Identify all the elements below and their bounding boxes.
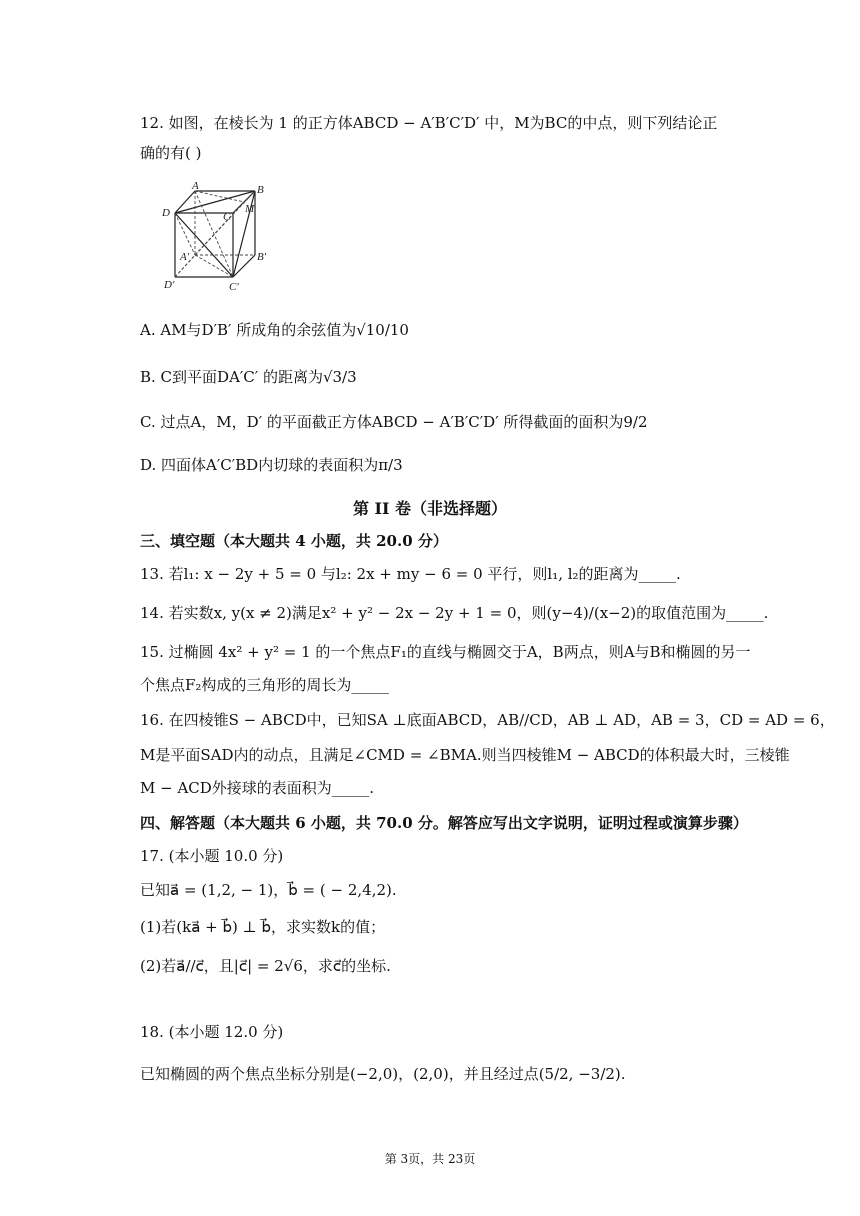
q17-header: 17. (本小题 10.0 分) — [140, 847, 284, 865]
label-D: D — [162, 207, 170, 219]
q16-line1: 16. 在四棱锥S − ABCD中，已知SA ⊥底面ABCD，AB//CD，AB ⊥ AD，AB = 3，CD = AD = 6， — [140, 711, 835, 729]
q14: 14. 若实数x, y(x ≠ 2)满足x² + y² − 2x − 2y + 1 = 0，则(y−4)/(x−2)的取值范围为_____. — [140, 604, 769, 622]
section4-heading: 四、解答题（本大题共 6 小题，共 70.0 分。解答应写出文字说明，证明过程或演算步骤） — [140, 814, 748, 832]
q15-line2: 个焦点F₂构成的三角形的周长为_____ — [140, 676, 389, 694]
label-B: B — [257, 184, 264, 196]
q16-line3: M − ACD外接球的表面积为_____. — [140, 779, 375, 797]
q12-option-d: D. 四面体A′C′BD内切球的表面积为π/3 — [140, 456, 403, 474]
q16-line2: M是平面SAD内的动点，且满足∠CMD = ∠BMA.则当四棱锥M − ABCD的体积最大时，三棱锥 — [140, 746, 790, 764]
page-footer: 第 3页，共 23页 — [384, 1152, 476, 1166]
q12-option-a: A. AM与D′B′ 所成角的余弦值为√10/10 — [140, 321, 409, 339]
label-A-prime: A′ — [180, 251, 190, 263]
label-A: A — [192, 182, 199, 192]
label-C-prime: C′ — [229, 281, 239, 293]
q12-option-c: C. 过点A，M，D′ 的平面截正方体ABCD − A′B′C′D′ 所得截面的面积为9/2 — [140, 413, 648, 431]
q18-header: 18. (本小题 12.0 分) — [140, 1023, 284, 1041]
section3-heading: 三、填空题（本大题共 4 小题，共 20.0 分） — [140, 532, 448, 550]
q17-given: 已知a⃗ = (1,2, − 1)，b⃗ = ( − 2,4,2). — [140, 881, 397, 899]
label-M: M — [245, 203, 255, 215]
part2-title: 第 II 卷（非选择题） — [352, 499, 508, 518]
q18-given: 已知椭圆的两个焦点坐标分别是(−2,0)，(2,0)，并且经过点(5/2, −3/2). — [140, 1065, 626, 1083]
q17-part2: (2)若a⃗//c⃗，且|c⃗| = 2√6，求c⃗的坐标. — [140, 957, 391, 975]
q17-part1: (1)若(ka⃗ + b⃗) ⊥ b⃗，求实数k的值； — [140, 918, 386, 936]
q12-stem-line2: 确的有( ) — [140, 144, 202, 162]
label-D-prime: D′ — [164, 279, 175, 291]
label-C: C — [223, 211, 231, 223]
q12-option-b: B. C到平面DA′C′ 的距离为√3/3 — [140, 368, 357, 386]
q15-line1: 15. 过椭圆 4x² + y² = 1 的一个焦点F₁的直线与椭圆交于A，B两点，则A与B和椭圆的另一 — [140, 643, 751, 661]
q13: 13. 若l₁: x − 2y + 5 = 0 与l₂: 2x + my − 6 = 0 平行，则l₁, l₂的距离为_____. — [140, 565, 681, 583]
q12-stem-line1: 12. 如图，在棱长为 1 的正方体ABCD − A′B′C′D′ 中，M为BC的中点，则下列结论正 — [140, 114, 718, 132]
label-B-prime: B′ — [257, 251, 267, 263]
cube-figure — [160, 182, 275, 294]
